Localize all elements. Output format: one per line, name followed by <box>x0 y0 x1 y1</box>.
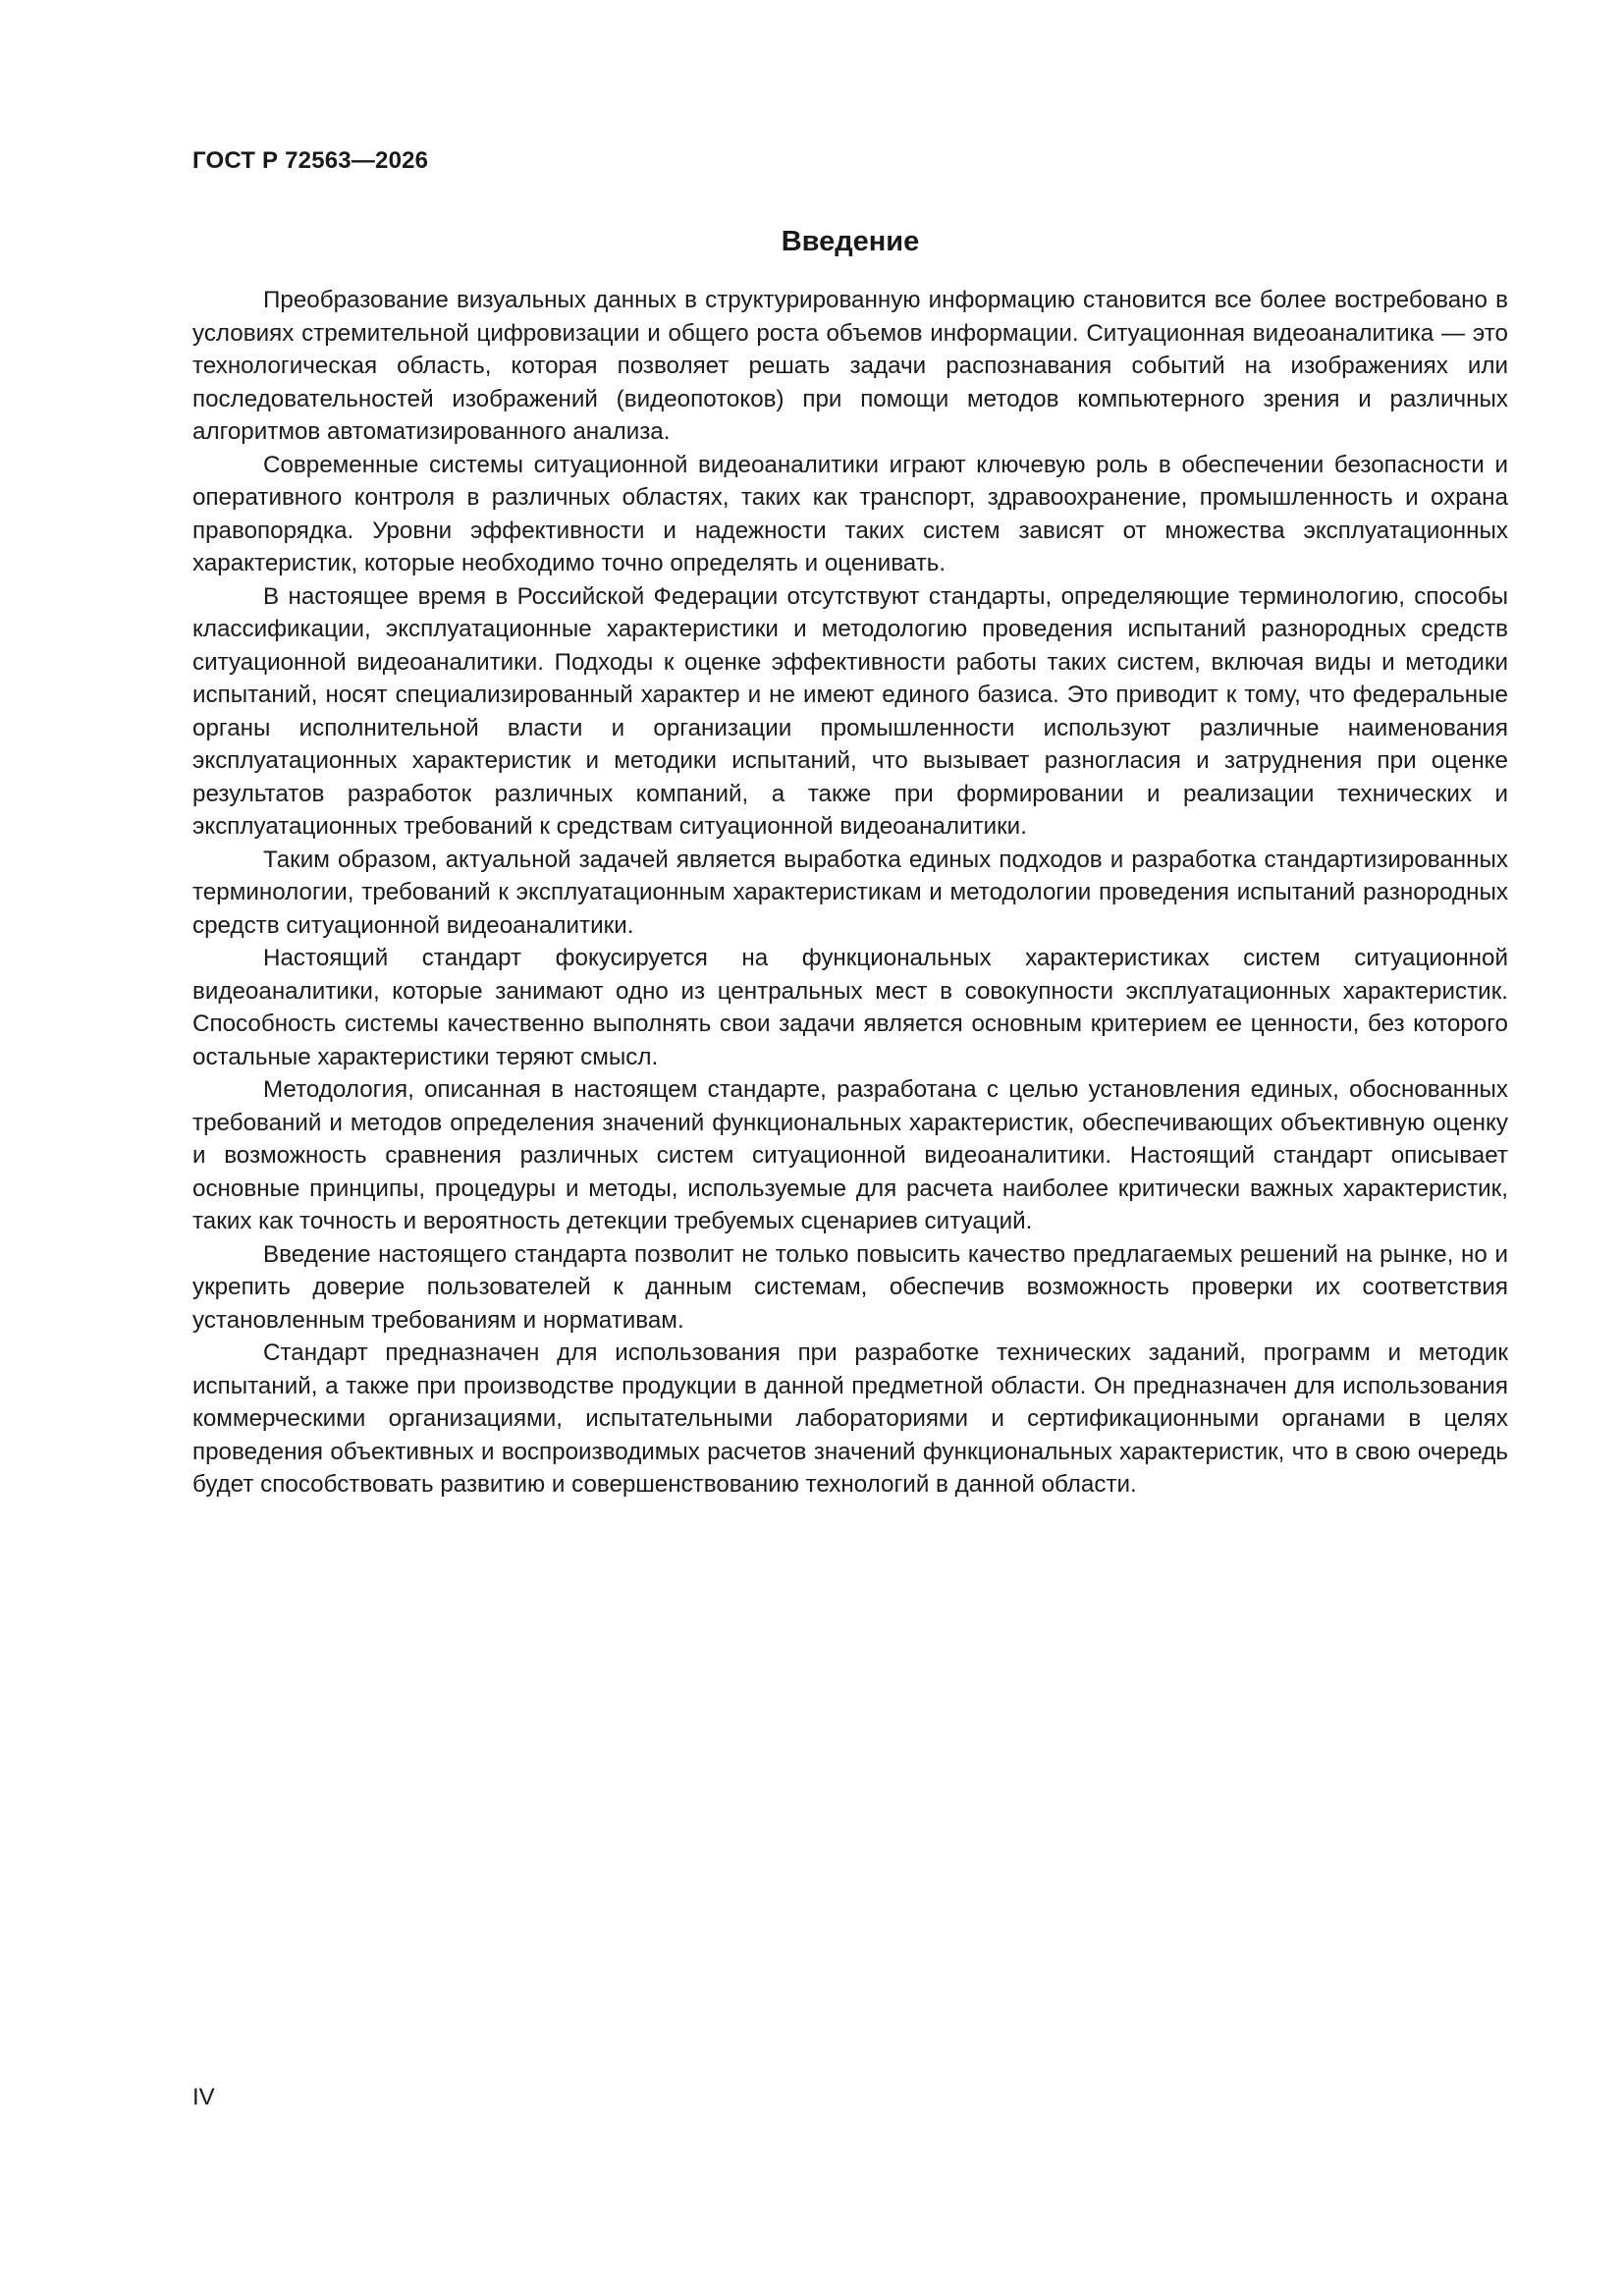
paragraph: Введение настоящего стандарта позволит не только повысить качество предлагаемых решений на рынке, но и укрепить доверие пользователей к данным системам, обеспечив возможность проверки их соответствия установленным требованиям и нормативам. <box>192 1240 1508 1334</box>
paragraph: Преобразование визуальных данных в структурированную информацию становится все более востребовано в условиях стремительной цифровизации и общего роста объемов информации. Ситуационная видеоаналитика — это технологическая область, которая позволяет решать задачи распознавания событий на изображениях или последовательностей изображений (видеопотоков) при помощи методов компьютерного зрения и различных алгоритмов автоматизированного анализа. <box>192 287 1508 445</box>
paragraph: Таким образом, актуальной задачей является выработка единых подходов и разработка стандартизированных терминологии, требований к эксплуатационным характеристикам и методологии проведения испытаний разнородных средств ситуационной видеоаналитики. <box>192 846 1508 939</box>
page-number: IV <box>192 2084 215 2110</box>
paragraph: В настоящее время в Российской Федерации отсутствуют стандарты, определяющие терминологию, способы классификации, эксплуатационные характеристики и методологию проведения испытаний разнородных средств ситуационной видеоаналитики. Подходы к оценке эффективности работы таких систем, включая виды и методики испытаний, носят специализированный характер и не имеют единого базиса. Это приводит к тому, что федеральные органы исполнительной власти и организации промышленности используют различные наименования эксплуатационных характеристик и методики испытаний, что вызывает разногласия и затруднения при оценке результатов разработок различных компаний, а также при формировании и реализации технических и эксплуатационных требований к средствам ситуационной видеоаналитики. <box>192 582 1508 840</box>
paragraph: Стандарт предназначен для использования при разработке технических заданий, программ и методик испытаний, а также при производстве продукции в данной предметной области. Он предназначен для использования коммерческими организациями, испытательными лабораториями и сертификационными органами в целях проведения объективных и воспроизводимых расчетов значений функциональных характеристик, что в свою очередь будет способствовать развитию и совершенствованию технологий в данной области. <box>192 1339 1508 1498</box>
introduction-body <box>192 284 1508 1502</box>
paragraph: Методология, описанная в настоящем стандарте, разработана с целью установления единых, обоснованных требований и методов определения значений функциональных характеристик, обеспечивающих объективную оценку и возможность сравнения различных систем ситуационной видеоаналитики. Настоящий стандарт описывает основные принципы, процедуры и методы, используемые для расчета наиболее критически важных характеристик, таких как точность и вероятность детекции требуемых сценариев ситуаций. <box>192 1076 1508 1234</box>
paragraph: Настоящий стандарт фокусируется на функциональных характеристиках систем ситуационной видеоаналитики, которые занимают одно из центральных мест в совокупности эксплуатационных характеристик. Способность системы качественно выполнять свои задачи является основным критерием ее ценности, без которого остальные характеристики теряют смысл. <box>192 945 1508 1070</box>
section-title: Введение <box>781 226 920 257</box>
paragraph: Современные системы ситуационной видеоаналитики играют ключевую роль в обеспечении безопасности и оперативного контроля в различных областях, таких как транспорт, здравоохранение, промышленность и охрана правопорядка. Уровни эффективности и надежности таких систем зависят от множества эксплуатационных характеристик, которые необходимо точно определять и оценивать. <box>192 451 1508 576</box>
document-code: ГОСТ Р 72563—2026 <box>192 147 429 174</box>
